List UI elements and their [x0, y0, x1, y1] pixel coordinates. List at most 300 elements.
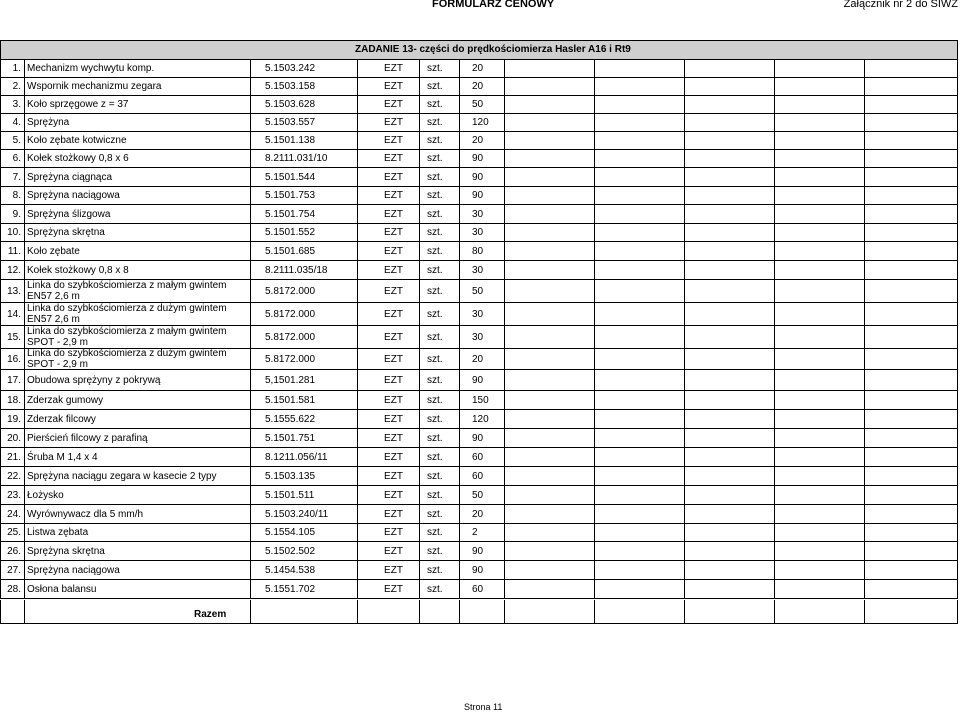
- item-name-text: Wyrównywacz dla 5 mm/h: [27, 508, 144, 520]
- item-unit: [420, 542, 460, 561]
- notes-cell: [865, 505, 958, 524]
- item-manufacturer: [358, 168, 420, 187]
- section-band: [0, 40, 958, 60]
- item-code-text: 5.1501.754: [265, 208, 316, 220]
- item-unit: [420, 505, 460, 524]
- net-value-cell: [595, 303, 685, 326]
- row-number-text: 23.: [7, 489, 21, 501]
- vat-cell: [685, 391, 775, 410]
- item-unit-text: szt.: [427, 245, 443, 257]
- gross-value-cell: [775, 150, 865, 168]
- item-manufacturer-text: EZT: [384, 413, 403, 425]
- table-row: [0, 132, 958, 150]
- item-code: [251, 429, 358, 448]
- gross-value-cell: [775, 187, 865, 205]
- item-unit: [420, 448, 460, 467]
- notes-cell: [865, 542, 958, 561]
- notes-cell: [865, 580, 958, 599]
- net-value-cell: [595, 349, 685, 370]
- page-number: Strona 11: [464, 702, 503, 712]
- row-number-text: 25.: [7, 527, 21, 538]
- item-code-text: 5,1501.281: [265, 374, 316, 386]
- row-number-text: 16.: [7, 353, 21, 365]
- vat-cell: [685, 410, 775, 429]
- row-number: [0, 524, 25, 542]
- vat-cell: [685, 561, 775, 580]
- unit-price-cell: [505, 486, 595, 505]
- item-quantity: [460, 303, 505, 326]
- item-unit: [420, 150, 460, 168]
- item-quantity: [460, 224, 505, 242]
- notes-cell: [865, 224, 958, 242]
- item-name-text: Obudowa sprężyny z pokrywą: [27, 374, 161, 386]
- row-number-text: 18.: [7, 394, 21, 406]
- item-unit: [420, 187, 460, 205]
- table-row: [0, 486, 958, 505]
- vat-cell: [685, 96, 775, 114]
- item-unit-text: szt.: [427, 171, 443, 183]
- gross-value-cell: [775, 391, 865, 410]
- net-value-cell: [595, 187, 685, 205]
- item-manufacturer: [358, 542, 420, 561]
- table-row: [0, 580, 958, 599]
- vat-cell: [685, 429, 775, 448]
- item-unit-text: szt.: [427, 451, 443, 463]
- item-manufacturer: [358, 224, 420, 242]
- item-quantity: [460, 429, 505, 448]
- item-code-text: 5.1503.240/11: [265, 508, 329, 520]
- item-code: [251, 114, 358, 132]
- item-quantity-text: 90: [472, 564, 484, 576]
- row-number: [0, 349, 25, 370]
- row-number: [0, 132, 25, 150]
- gross-value-cell: [775, 261, 865, 280]
- gross-value-cell: [775, 580, 865, 599]
- item-unit-text: szt.: [427, 413, 443, 425]
- item-quantity: [460, 242, 505, 261]
- row-number-text: 21.: [7, 451, 21, 463]
- table-row: [0, 261, 958, 280]
- gross-value-cell: [775, 224, 865, 242]
- gross-value-cell: [775, 542, 865, 561]
- item-quantity-text: 20: [472, 135, 484, 146]
- item-manufacturer-text: EZT: [384, 264, 403, 276]
- row-number-text: 8.: [12, 190, 21, 201]
- item-code: [251, 486, 358, 505]
- item-manufacturer: [358, 132, 420, 150]
- item-unit: [420, 261, 460, 280]
- item-unit-text: szt.: [427, 308, 443, 320]
- table-row: [0, 391, 958, 410]
- gross-value-cell: [775, 349, 865, 370]
- item-unit-text: szt.: [427, 394, 443, 406]
- item-name-text: Kołek stożkowy 0,8 x 8: [27, 264, 129, 276]
- row-number-text: 4.: [12, 117, 21, 128]
- item-manufacturer: [358, 114, 420, 132]
- unit-price-cell: [505, 280, 595, 303]
- notes-cell: [865, 486, 958, 505]
- item-name: [25, 429, 251, 448]
- page-header-title: FORMULARZ CENOWY: [432, 0, 555, 10]
- table-row: [0, 150, 958, 168]
- item-quantity-text: 20: [472, 353, 484, 365]
- notes-cell: [865, 448, 958, 467]
- item-manufacturer: [358, 429, 420, 448]
- item-quantity: [460, 410, 505, 429]
- table-row: [0, 60, 958, 78]
- item-name-text: Śruba M 1,4 x 4: [27, 451, 98, 463]
- gross-value-cell: [775, 448, 865, 467]
- item-quantity-text: 90: [472, 545, 484, 557]
- gross-value-cell: [775, 524, 865, 542]
- item-unit-text: szt.: [427, 63, 443, 74]
- unit-price-cell: [505, 168, 595, 187]
- net-value-cell: [595, 224, 685, 242]
- item-quantity-text: 90: [472, 153, 484, 164]
- notes-cell: [865, 114, 958, 132]
- unit-price-cell: [505, 542, 595, 561]
- item-unit: [420, 242, 460, 261]
- item-quantity-text: 20: [472, 81, 484, 92]
- item-manufacturer: [358, 242, 420, 261]
- item-name-text: Mechanizm wychwytu komp.: [27, 63, 155, 74]
- gross-value-cell: [775, 370, 865, 391]
- row-number-text: 7.: [12, 171, 21, 183]
- item-code-text: 5.1501.751: [265, 432, 316, 444]
- item-code: [251, 524, 358, 542]
- item-manufacturer: [358, 370, 420, 391]
- item-quantity: [460, 114, 505, 132]
- item-code: [251, 242, 358, 261]
- item-name: [25, 542, 251, 561]
- item-unit-text: szt.: [427, 285, 443, 297]
- item-code-text: 5.1454.538: [265, 564, 316, 576]
- item-name: [25, 205, 251, 224]
- item-code-text: 5.1501.544: [265, 171, 316, 183]
- gross-value-cell: [775, 561, 865, 580]
- row-number-text: 10.: [7, 227, 21, 238]
- item-quantity: [460, 168, 505, 187]
- row-number: [0, 205, 25, 224]
- item-unit-text: szt.: [427, 331, 443, 343]
- item-code: [251, 391, 358, 410]
- gross-value-cell: [775, 303, 865, 326]
- item-code-text: 8.1211.056/11: [265, 451, 328, 463]
- gross-value-cell: [775, 429, 865, 448]
- vat-cell: [685, 326, 775, 349]
- item-unit: [420, 78, 460, 96]
- item-quantity-text: 120: [472, 117, 489, 128]
- notes-cell: [865, 370, 958, 391]
- item-code-text: 5.1501.581: [265, 394, 316, 406]
- item-code-text: 5.8172.000: [265, 353, 316, 365]
- net-value-cell: [595, 261, 685, 280]
- item-unit-text: szt.: [427, 117, 443, 128]
- notes-cell: [865, 78, 958, 96]
- row-number: [0, 96, 25, 114]
- gross-value-cell: [775, 467, 865, 486]
- vat-cell: [685, 205, 775, 224]
- item-name-line1: Linka do szybkościomierza z małym gwintem: [27, 326, 227, 337]
- item-manufacturer: [358, 561, 420, 580]
- item-name: [25, 467, 251, 486]
- unit-price-cell: [505, 187, 595, 205]
- item-name: [25, 261, 251, 280]
- item-name: [25, 242, 251, 261]
- net-value-cell: [595, 280, 685, 303]
- item-unit: [420, 486, 460, 505]
- notes-cell: [865, 261, 958, 280]
- row-number-text: 28.: [7, 583, 21, 595]
- net-value-cell: [595, 486, 685, 505]
- total-label: Razem: [194, 609, 227, 620]
- item-manufacturer-text: EZT: [384, 117, 403, 128]
- item-unit: [420, 370, 460, 391]
- item-name-text: Sprężyna naciągowa: [27, 190, 120, 201]
- net-value-cell: [595, 410, 685, 429]
- item-code-text: 5.1501.138: [265, 135, 316, 146]
- item-name-text: Kołek stożkowy 0,8 x 6: [27, 153, 129, 164]
- item-code: [251, 132, 358, 150]
- notes-cell: [865, 326, 958, 349]
- item-name-line2: EN57 2,6 m: [27, 314, 80, 325]
- item-manufacturer: [358, 524, 420, 542]
- item-code-text: 8.2111.031/10: [265, 153, 328, 164]
- item-unit: [420, 224, 460, 242]
- notes-cell: [865, 168, 958, 187]
- item-name-text: Koło sprzęgowe z = 37: [27, 99, 129, 110]
- item-code-text: 5.1503.158: [265, 81, 316, 92]
- table-row: [0, 326, 958, 349]
- item-name: [25, 370, 251, 391]
- item-quantity: [460, 132, 505, 150]
- row-number-text: 3.: [12, 99, 21, 110]
- vat-cell: [685, 78, 775, 96]
- item-manufacturer-text: EZT: [384, 308, 403, 320]
- item-code-text: 5.1503.557: [265, 117, 316, 128]
- item-quantity-text: 50: [472, 285, 484, 297]
- unit-price-cell: [505, 370, 595, 391]
- item-code-text: 8.2111.035/18: [265, 264, 328, 276]
- table-row: [0, 168, 958, 187]
- item-name: [25, 486, 251, 505]
- unit-price-cell: [505, 205, 595, 224]
- item-manufacturer: [358, 187, 420, 205]
- row-number: [0, 561, 25, 580]
- item-name-text: Sprężyna: [27, 117, 70, 128]
- item-quantity: [460, 486, 505, 505]
- item-manufacturer-text: EZT: [384, 394, 403, 406]
- notes-cell: [865, 303, 958, 326]
- item-code: [251, 349, 358, 370]
- notes-cell: [865, 467, 958, 486]
- item-name: [25, 168, 251, 187]
- item-code: [251, 280, 358, 303]
- item-name: [25, 326, 251, 349]
- item-manufacturer-text: EZT: [384, 171, 403, 183]
- vat-cell: [685, 132, 775, 150]
- notes-cell: [865, 391, 958, 410]
- unit-price-cell: [505, 60, 595, 78]
- row-number: [0, 280, 25, 303]
- item-quantity: [460, 96, 505, 114]
- item-name-text: Listwa zębata: [27, 527, 89, 538]
- item-quantity: [460, 561, 505, 580]
- item-code-text: 5.8172.000: [265, 331, 316, 343]
- item-quantity: [460, 524, 505, 542]
- item-code-text: 5.8172.000: [265, 285, 316, 297]
- item-code-text: 5.1501.552: [265, 227, 316, 238]
- item-unit-text: szt.: [427, 374, 443, 386]
- unit-price-cell: [505, 150, 595, 168]
- item-name: [25, 132, 251, 150]
- item-name: [25, 391, 251, 410]
- vat-cell: [685, 370, 775, 391]
- notes-cell: [865, 410, 958, 429]
- item-quantity-text: 30: [472, 308, 484, 320]
- item-quantity: [460, 349, 505, 370]
- item-quantity-text: 20: [472, 508, 484, 520]
- item-name: [25, 224, 251, 242]
- vat-cell: [685, 486, 775, 505]
- item-unit-text: szt.: [427, 583, 443, 595]
- gross-value-cell: [775, 280, 865, 303]
- vat-cell: [685, 261, 775, 280]
- item-code-text: 5.1501.753: [265, 190, 316, 201]
- item-quantity: [460, 205, 505, 224]
- net-value-cell: [595, 205, 685, 224]
- row-number: [0, 261, 25, 280]
- item-quantity-text: 120: [472, 413, 489, 425]
- item-unit: [420, 580, 460, 599]
- vat-cell: [685, 349, 775, 370]
- item-name-text: Sprężyna skrętna: [27, 545, 105, 557]
- item-quantity: [460, 280, 505, 303]
- item-name-text: Pierścień filcowy z parafiną: [27, 432, 148, 444]
- gross-value-cell: [775, 78, 865, 96]
- total-row: [0, 600, 958, 624]
- net-value-cell: [595, 391, 685, 410]
- vat-cell: [685, 187, 775, 205]
- row-number: [0, 168, 25, 187]
- notes-cell: [865, 60, 958, 78]
- net-value-cell: [595, 96, 685, 114]
- row-number: [0, 410, 25, 429]
- gross-value-cell: [775, 486, 865, 505]
- item-code-text: 5.1503.628: [265, 99, 316, 110]
- item-name-line1: Linka do szybkościomierza z małym gwintem: [27, 280, 227, 291]
- row-number-text: 15.: [7, 331, 21, 343]
- net-value-cell: [595, 580, 685, 599]
- item-unit: [420, 410, 460, 429]
- item-quantity-text: 150: [472, 394, 489, 406]
- item-name: [25, 561, 251, 580]
- item-code: [251, 326, 358, 349]
- item-quantity: [460, 60, 505, 78]
- item-manufacturer-text: EZT: [384, 489, 403, 501]
- item-manufacturer-text: EZT: [384, 285, 403, 297]
- item-name-text: Sprężyna naciągowa: [27, 564, 120, 576]
- item-unit: [420, 429, 460, 448]
- item-name: [25, 150, 251, 168]
- item-manufacturer-text: EZT: [384, 545, 403, 557]
- item-unit-text: szt.: [427, 527, 443, 538]
- row-number-text: 11.: [7, 245, 21, 257]
- item-unit: [420, 391, 460, 410]
- net-value-cell: [595, 448, 685, 467]
- unit-price-cell: [505, 410, 595, 429]
- vat-cell: [685, 224, 775, 242]
- item-manufacturer-text: EZT: [384, 451, 403, 463]
- item-unit-text: szt.: [427, 564, 443, 576]
- row-number-text: 2.: [12, 81, 21, 92]
- item-name: [25, 187, 251, 205]
- item-code-text: 5.1554.105: [265, 527, 316, 538]
- item-manufacturer: [358, 326, 420, 349]
- notes-cell: [865, 132, 958, 150]
- table-row: [0, 280, 958, 303]
- item-unit-text: szt.: [427, 489, 443, 501]
- item-name: [25, 78, 251, 96]
- notes-cell: [865, 561, 958, 580]
- item-name-text: Sprężyna naciągu zegara w kasecie 2 typy: [27, 470, 217, 482]
- unit-price-cell: [505, 261, 595, 280]
- notes-cell: [865, 524, 958, 542]
- item-quantity-text: 60: [472, 451, 484, 463]
- item-name-line1: Linka do szybkościomierza z dużym gwintem: [27, 348, 227, 359]
- item-code: [251, 467, 358, 486]
- row-number: [0, 505, 25, 524]
- row-number-text: 14.: [7, 308, 21, 320]
- item-code-text: 5.1501.685: [265, 245, 316, 257]
- gross-value-cell: [775, 168, 865, 187]
- item-name-text: Łożysko: [27, 489, 64, 501]
- item-name: [25, 524, 251, 542]
- item-code: [251, 224, 358, 242]
- table-row: [0, 114, 958, 132]
- gross-value-cell: [775, 60, 865, 78]
- item-manufacturer-text: EZT: [384, 227, 403, 238]
- notes-cell: [865, 242, 958, 261]
- item-quantity: [460, 467, 505, 486]
- item-name-text: Koło zębate kotwiczne: [27, 135, 127, 146]
- net-value-cell: [595, 150, 685, 168]
- table-row: [0, 410, 958, 429]
- item-manufacturer: [358, 448, 420, 467]
- net-value-cell: [595, 561, 685, 580]
- unit-price-cell: [505, 114, 595, 132]
- item-code: [251, 580, 358, 599]
- item-manufacturer: [358, 205, 420, 224]
- vat-cell: [685, 168, 775, 187]
- unit-price-cell: [505, 78, 595, 96]
- item-manufacturer: [358, 391, 420, 410]
- unit-price-cell: [505, 242, 595, 261]
- item-manufacturer-text: EZT: [384, 374, 403, 386]
- item-quantity-text: 90: [472, 374, 484, 386]
- row-number: [0, 467, 25, 486]
- item-quantity: [460, 391, 505, 410]
- item-unit-text: szt.: [427, 153, 443, 164]
- item-unit-text: szt.: [427, 208, 443, 220]
- item-manufacturer: [358, 486, 420, 505]
- notes-cell: [865, 96, 958, 114]
- gross-value-cell: [775, 114, 865, 132]
- notes-cell: [865, 150, 958, 168]
- item-quantity-text: 30: [472, 208, 484, 220]
- net-value-cell: [595, 114, 685, 132]
- table-row: [0, 505, 958, 524]
